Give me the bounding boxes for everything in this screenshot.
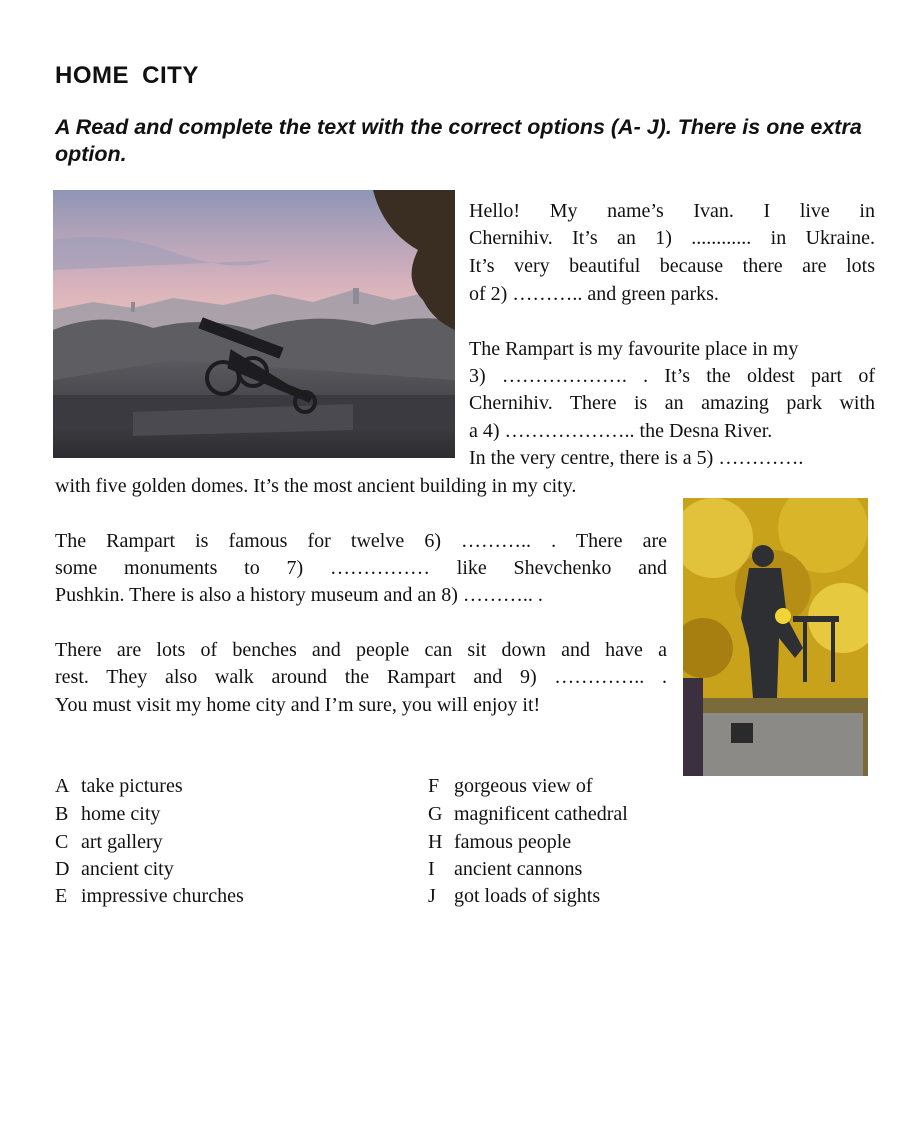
option-text: art gallery [81,831,163,853]
statue-photo [683,498,868,776]
option-g [428,801,628,828]
option-e [55,883,244,910]
option-text: famous people [454,831,572,853]
option-text: got loads of sights [454,885,601,907]
option-letter: I [428,858,435,880]
option-i [428,856,582,883]
option-text: ancient city [81,858,174,880]
text-line-6: 3) ………………. . It’s the oldest part of [469,365,875,387]
text-line-15: rest. They also walk around the Rampart and 9) ………….. . [55,666,667,688]
option-letter: G [428,803,443,825]
option-text: ancient cannons [454,858,583,880]
text-line-5: The Rampart is my favourite place in my [469,338,799,360]
option-f [428,773,593,800]
option-b [55,801,160,828]
text-line-1: Hello! My name’s Ivan. I live in [469,200,875,222]
text-line-14: There are lots of benches and people can sit down and have a [55,639,667,661]
text-line-12: some monuments to 7) …………… like Shevchenko and [55,557,667,579]
option-text: home city [81,803,161,825]
option-letter: F [428,775,440,797]
text-line-8: a 4) ……………….. the Desna River. [469,420,773,442]
option-j [428,883,600,910]
option-a [55,773,183,800]
option-letter: B [55,803,69,825]
option-text: impressive churches [81,885,244,907]
option-letter: C [55,831,69,853]
text-line-10: with five golden domes. It’s the most ancient building in my city. [55,475,577,497]
text-line-7: Chernihiv. There is an amazing park with [469,392,875,414]
option-text: take pictures [81,775,183,797]
page-title: HOME CITY [55,62,199,89]
option-text: magnificent cathedral [454,803,628,825]
option-letter: A [55,775,70,797]
text-line-3: It’s very beautiful because there are lots [469,255,875,277]
option-h [428,829,571,856]
text-line-13: Pushkin. There is also a history museum and an 8) ……….. . [55,584,543,606]
text-line-2: Chernihiv. It’s an 1) ............ in Ukraine. [469,227,875,249]
option-c [55,829,163,856]
option-letter: D [55,858,70,880]
cannon-photo [53,190,455,458]
option-text: gorgeous view of [454,775,593,797]
text-line-11: The Rampart is famous for twelve 6) ……….. . There are [55,530,667,552]
text-line-4: of 2) ……….. and green parks. [469,283,719,305]
task-instruction: A Read and complete the text with the correct options (A- J). There is one extra option. [55,115,862,166]
text-line-9: In the very centre, there is a 5) …………. [469,447,804,469]
option-d [55,856,174,883]
option-letter: E [55,885,68,907]
option-letter: J [428,885,436,907]
text-line-16: You must visit my home city and I’m sure, you will enjoy it! [55,694,541,716]
option-letter: H [428,831,443,853]
